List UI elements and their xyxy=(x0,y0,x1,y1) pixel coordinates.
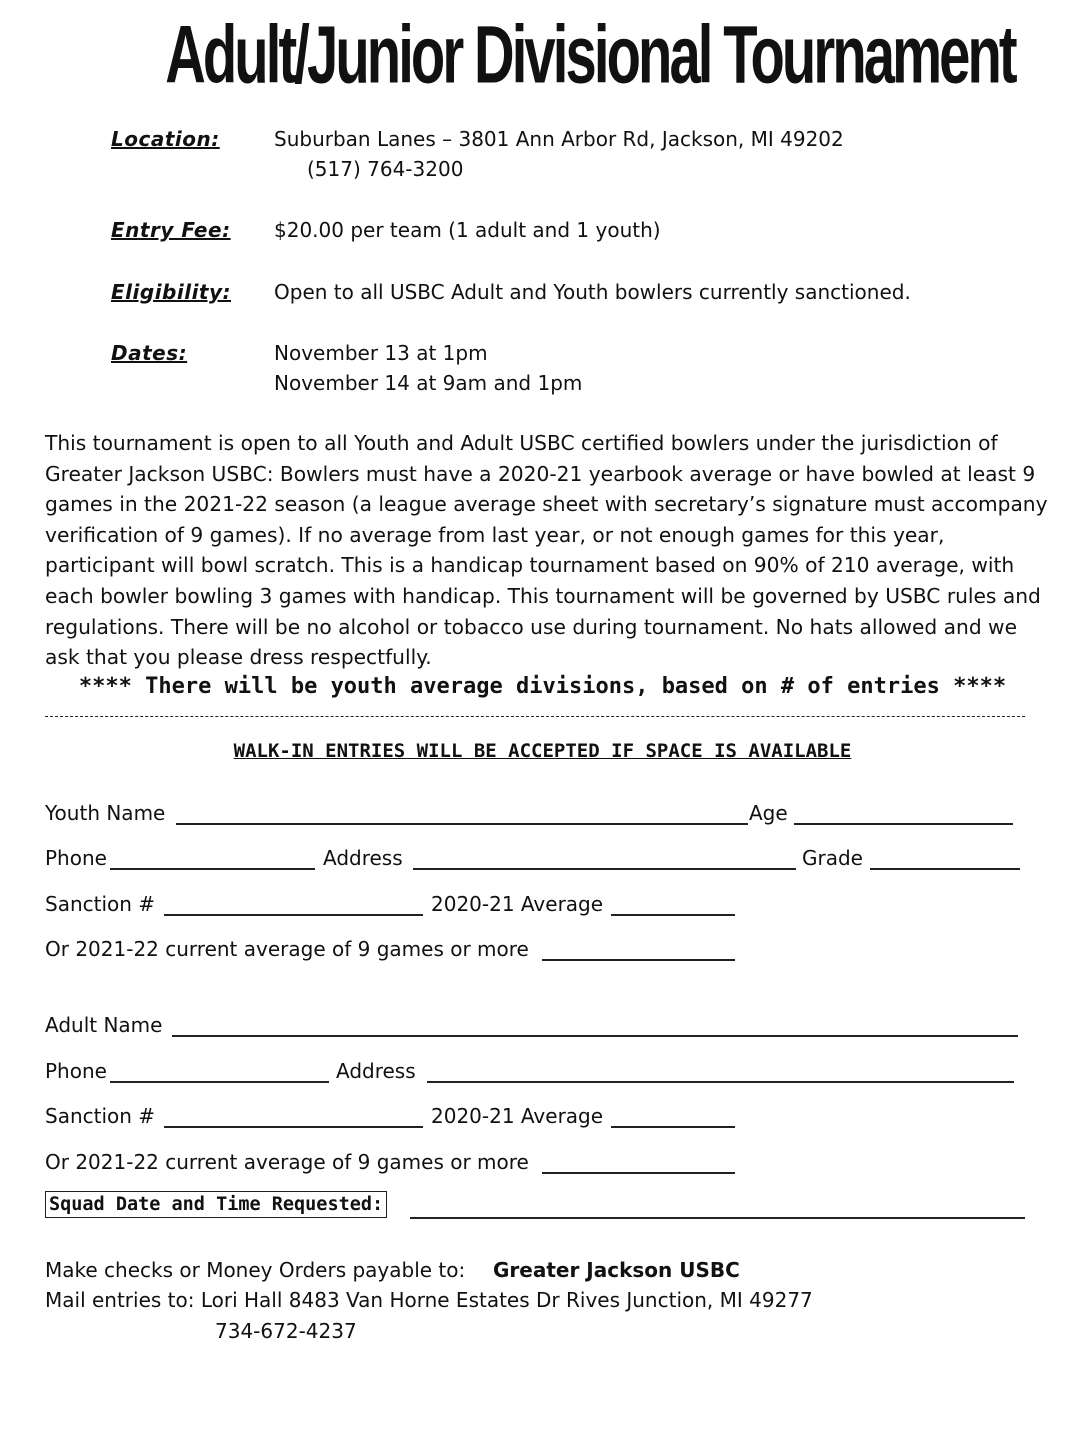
walkin-note: WALK-IN ENTRIES WILL BE ACCEPTED IF SPACE IS AVAILABLE xyxy=(233,740,852,762)
adult-sanction-label: Sanction # xyxy=(45,1104,156,1128)
youth-address-field[interactable] xyxy=(413,868,796,870)
youth-address-label: Address xyxy=(323,846,403,870)
youth-grade-field[interactable] xyxy=(870,868,1020,870)
youth-name-field[interactable] xyxy=(176,823,748,825)
youth-sanction-label: Sanction # xyxy=(45,892,156,916)
page-title: Adult/Junior Divisional Tournament xyxy=(165,7,1015,101)
payee-name: Greater Jackson USBC xyxy=(493,1258,740,1282)
adult-sanction-field[interactable] xyxy=(164,1126,423,1128)
dates-line-1: November 13 at 1pm xyxy=(274,341,488,365)
youth-phone-field[interactable] xyxy=(110,868,315,870)
divisions-note: **** There will be youth average divisions, based on # of entries **** xyxy=(78,674,1007,699)
youth-age-field[interactable] xyxy=(794,823,1013,825)
dashed-divider xyxy=(45,716,1025,717)
adult-name-label: Adult Name xyxy=(45,1013,163,1037)
adult-average-field[interactable] xyxy=(611,1126,735,1128)
adult-current-average-field[interactable] xyxy=(542,1172,735,1174)
youth-grade-label: Grade xyxy=(802,846,863,870)
location-phone: (517) 764-3200 xyxy=(307,157,464,181)
adult-name-field[interactable] xyxy=(172,1035,1018,1037)
youth-name-label: Youth Name xyxy=(45,801,166,825)
squad-date-time-field[interactable] xyxy=(410,1217,1025,1219)
youth-average-label: 2020-21 Average xyxy=(431,892,604,916)
adult-phone-label: Phone xyxy=(45,1059,107,1083)
youth-phone-label: Phone xyxy=(45,846,107,870)
dates-label: Dates: xyxy=(111,341,188,365)
youth-sanction-field[interactable] xyxy=(164,914,423,916)
adult-current-average-label: Or 2021-22 current average of 9 games or more xyxy=(45,1150,529,1174)
eligibility-label: Eligibility: xyxy=(111,280,232,304)
youth-current-average-label: Or 2021-22 current average of 9 games or more xyxy=(45,937,529,961)
eligibility-value: Open to all USBC Adult and Youth bowlers currently sanctioned. xyxy=(274,280,911,304)
youth-age-label: Age xyxy=(749,801,788,825)
youth-current-average-field[interactable] xyxy=(542,959,735,961)
contact-phone: 734-672-4237 xyxy=(215,1319,357,1343)
entry-fee-label: Entry Fee: xyxy=(111,218,231,242)
squad-label: Squad Date and Time Requested: xyxy=(45,1191,387,1218)
adult-average-label: 2020-21 Average xyxy=(431,1104,604,1128)
entry-fee-value: $20.00 per team (1 adult and 1 youth) xyxy=(274,218,661,242)
youth-average-field[interactable] xyxy=(611,914,735,916)
location-address: Suburban Lanes – 3801 Ann Arbor Rd, Jackson, MI 49202 xyxy=(274,127,844,151)
checks-payable-text: Make checks or Money Orders payable to: xyxy=(45,1258,466,1282)
mail-entries-text: Mail entries to: Lori Hall 8483 Van Horne Estates Dr Rives Junction, MI 49277 xyxy=(45,1288,813,1312)
adult-address-field[interactable] xyxy=(427,1081,1014,1083)
rules-paragraph: This tournament is open to all Youth and Adult USBC certified bowlers under the jurisdiction of Greater Jackson USBC: Bowlers must have a 2020-21 yearbook average or have bowled at least 9 games in the 2021-22 season (a league average sheet with secretary’s signature must accompany verification of 9 games). If no average from last year, or not enough games for this year, participant will bowl scratch. This is a handicap tournament based on 90% of 210 average, with each bowler bowling 3 games with handicap. This tournament will be governed by USBC rules and regulations. There will be no alcohol or tobacco use during tournament. No hats allowed and we ask that you please dress respectfully. xyxy=(45,431,1048,670)
location-label: Location: xyxy=(111,127,220,151)
adult-address-label: Address xyxy=(336,1059,416,1083)
adult-phone-field[interactable] xyxy=(110,1081,329,1083)
dates-line-2: November 14 at 9am and 1pm xyxy=(274,371,583,395)
